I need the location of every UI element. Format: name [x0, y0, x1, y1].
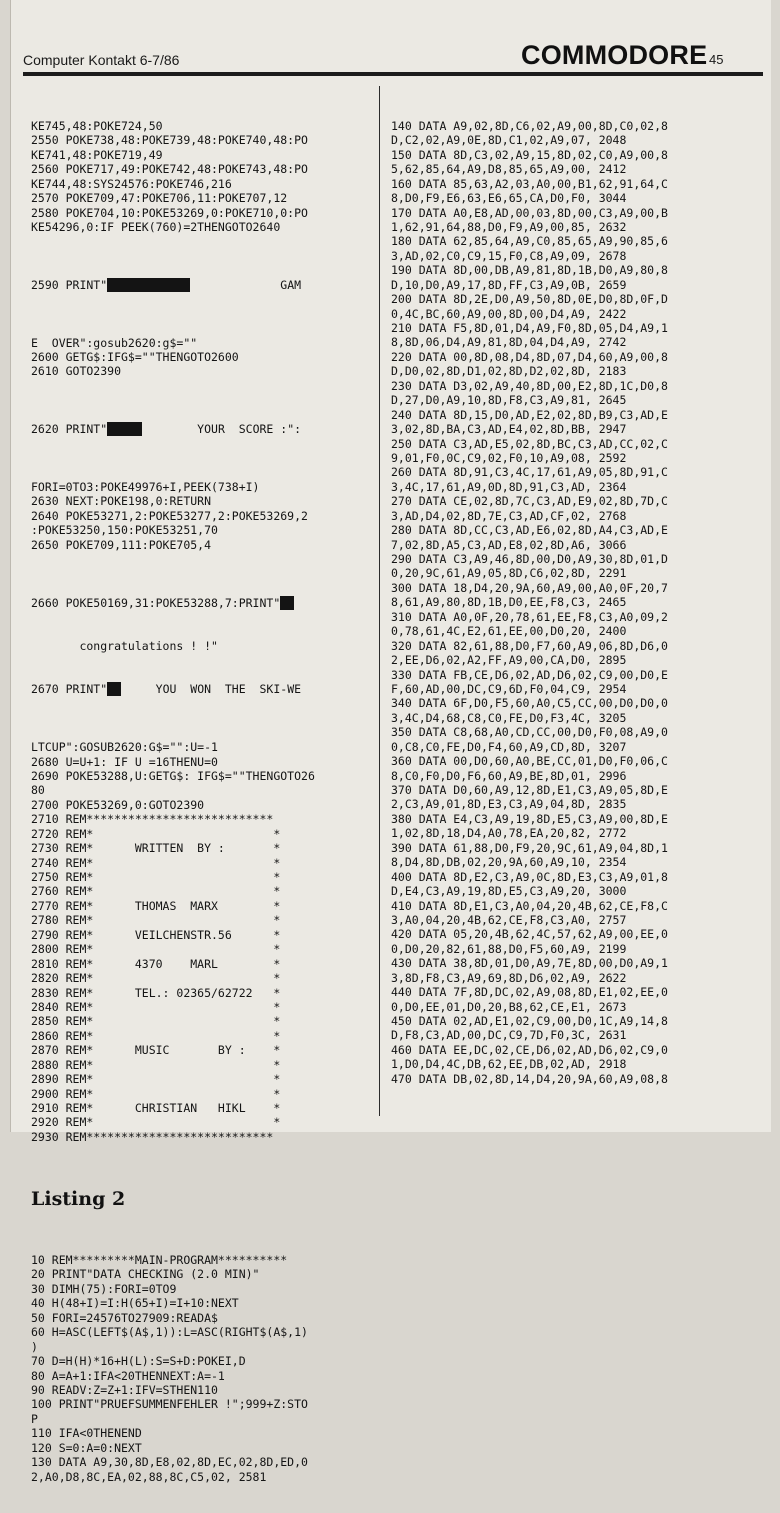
code-line: 40 H(48+I)=I:H(65+I)=I+10:NEXT [31, 1296, 239, 1311]
code-line: 7,02,8D,A5,C3,AD,E8,02,8D,A6, 3066 [391, 537, 627, 552]
code-line: 370 DATA D0,60,A9,12,8D,E1,C3,A9,05,8D,E [391, 783, 668, 798]
code-line: 2800 REM* * [31, 942, 281, 957]
code-line: 8,8D,06,D4,A9,81,8D,04,D4,A9, 2742 [391, 335, 627, 350]
code-line: 2760 REM* * [31, 884, 281, 899]
code-line: 30 DIMH(75):FORI=0TO9 [31, 1281, 177, 1296]
code-line: 80 A=A+1:IFA<20THENNEXT:A=-1 [31, 1368, 225, 1383]
code-line: 140 DATA A9,02,8D,C6,02,A9,00,8D,C0,02,8 [391, 118, 668, 133]
magazine-page [10, 0, 771, 1484]
code-line: 2720 REM* * [31, 826, 281, 841]
code-line: 3,02,8D,BA,C3,AD,E4,02,8D,BB, 2947 [391, 422, 627, 437]
code-line: 440 DATA 7F,8D,DC,02,A9,08,8D,E1,02,EE,0 [391, 985, 668, 1000]
code-line: 20 PRINT"DATA CHECKING (2.0 MIN)" [31, 1267, 260, 1282]
code-line: ) [31, 1339, 38, 1354]
page-header [23, 40, 731, 70]
code-line: 290 DATA C3,A9,46,8D,00,D0,A9,30,8D,01,D [391, 552, 668, 567]
code-line: 230 DATA D3,02,A9,40,8D,00,E2,8D,1C,D0,8 [391, 378, 668, 393]
code-line: D,27,D0,A9,10,8D,F8,C3,A9,81, 2645 [391, 393, 627, 408]
code-line-2590: 2590 PRINT" GAM [31, 277, 302, 292]
code-line: 260 DATA 8D,91,C3,4C,17,61,A9,05,8D,91,C [391, 465, 668, 480]
magazine-issue: Computer Kontakt 6-7/86 [23, 52, 180, 68]
code-line: KE745,48:POKE724,50 [31, 118, 163, 133]
code-line: 3,8D,F8,C3,A9,69,8D,D6,02,A9, 2622 [391, 970, 627, 985]
code-line: 2920 REM* * [31, 1115, 281, 1130]
code-line: 390 DATA 61,88,D0,F9,20,9C,61,A9,04,8D,1 [391, 840, 668, 855]
code-line: 2570 POKE709,47:POKE706,11:POKE707,12 [31, 191, 288, 206]
code-line-congratulations: congratulations ! !" [31, 638, 218, 653]
code-line: 2750 REM* * [31, 870, 281, 884]
code-line: 2890 REM* * [31, 1072, 281, 1087]
code-line: 100 PRINT"PRUEFSUMMENFEHLER !";999+Z:STO [31, 1397, 308, 1412]
code-line: 2,C3,A9,01,8D,E3,C3,A9,04,8D, 2835 [391, 797, 627, 812]
right-code-column [391, 90, 761, 1115]
reverse-video-block [107, 422, 142, 436]
code-line: 70 D=H(H)*16+H(L):S=S+D:POKEI,D [31, 1354, 246, 1369]
code-line: 90 READV:Z=Z+1:IFV=STHEN110 [31, 1382, 218, 1397]
code-line: 2900 REM* * [31, 1086, 281, 1101]
code-line: 2780 REM* * [31, 913, 281, 928]
code-line: D,C2,02,A9,0E,8D,C1,02,A9,07, 2048 [391, 133, 627, 148]
code-line: 320 DATA 82,61,88,D0,F7,60,A9,06,8D,D6,0 [391, 638, 668, 653]
code-line: 190 DATA 8D,00,DB,A9,81,8D,1B,D0,A9,80,8 [391, 263, 668, 278]
code-line: 3,4C,D4,68,C8,C0,FE,D0,F3,4C, 3205 [391, 710, 627, 725]
code-line: D,D0,02,8D,D1,02,8D,D2,02,8D, 2183 [391, 364, 627, 379]
code-line: 2690 POKE53288,U:GETG$: IFG$=""THENGOTO26 [31, 768, 315, 783]
code-line: 220 DATA 00,8D,08,D4,8D,07,D4,60,A9,00,8 [391, 349, 668, 364]
code-line: 450 DATA 02,AD,E1,02,C9,00,D0,1C,A9,14,8 [391, 1014, 668, 1029]
code-line: 400 DATA 8D,E2,C3,A9,0C,8D,E3,C3,A9,01,8 [391, 869, 668, 884]
code-lines-2620-2650 [31, 480, 376, 552]
code-line: 210 DATA F5,8D,01,D4,A9,F0,8D,05,D4,A9,1 [391, 321, 668, 336]
code-line: 0,20,9C,61,A9,05,8D,C6,02,8D, 2291 [391, 566, 627, 581]
code-line: 380 DATA E4,C3,A9,19,8D,E5,C3,A9,00,8D,E [391, 811, 668, 826]
code-line: 2650 POKE709,111:POKE705,4 [31, 537, 212, 552]
code-line: 3,AD,D4,02,8D,7E,C3,AD,CF,02, 2768 [391, 508, 627, 523]
code-line: 2,EE,D6,02,A2,FF,A9,00,CA,D0, 2895 [391, 653, 627, 668]
code-line: 0,D0,20,82,61,88,D0,F5,60,A9, 2199 [391, 941, 627, 956]
code-line: D,E4,C3,A9,19,8D,E5,C3,A9,20, 3000 [391, 884, 627, 899]
code-line: 3,AD,02,C0,C9,15,F0,C8,A9,09, 2678 [391, 248, 627, 263]
code-line: 240 DATA 8D,15,D0,AD,E2,02,8D,B9,C3,AD,E [391, 407, 668, 422]
code-line: 2790 REM* VEILCHENSTR.56 * [31, 927, 281, 942]
code-line: 420 DATA 05,20,4B,62,4C,57,62,A9,00,EE,0 [391, 927, 668, 942]
code-line: 50 FORI=24576TO27909:READA$ [31, 1310, 218, 1325]
code-line: 110 IFA<0THENEND [31, 1426, 142, 1441]
code-lines-2550-2580 [31, 119, 376, 235]
reverse-video-block [280, 596, 294, 610]
code-line: 350 DATA C8,68,A0,CD,CC,00,D0,F0,08,A9,0 [391, 725, 668, 740]
code-line: 8,D4,8D,DB,02,20,9A,60,A9,10, 2354 [391, 855, 627, 870]
code-line: LTCUP":GOSUB2620:G$="":U=-1 [31, 740, 218, 755]
code-line: 2640 POKE53271,2:POKE53277,2:POKE53269,2 [31, 508, 308, 523]
code-line-2660: 2660 POKE50169,31:POKE53288,7:PRINT" [31, 596, 376, 610]
code-line: 2600 GETG$:IFG$=""THENGOTO2600 [31, 350, 239, 364]
code-line: F,60,AD,00,DC,C9,6D,F0,04,C9, 2954 [391, 681, 627, 696]
code-line: 5,62,85,64,A9,D8,85,65,A9,00, 2412 [391, 162, 627, 177]
code-line: 8,C0,F0,D0,F6,60,A9,BE,8D,01, 2996 [391, 768, 627, 783]
reverse-video-block [107, 682, 121, 696]
left-code-column [31, 90, 376, 1513]
code-line: 130 DATA A9,30,8D,E8,02,8D,EC,02,8D,ED,0 [31, 1455, 308, 1470]
code-line: 2930 REM*************************** [31, 1129, 274, 1144]
code-line: 2710 REM*************************** [31, 812, 274, 827]
code-line: 80 [31, 783, 45, 798]
code-line: 310 DATA A0,0F,20,78,61,EE,F8,C3,A0,09,2 [391, 609, 668, 624]
code-line: D,10,D0,A9,17,8D,FF,C3,A9,0B, 2659 [391, 277, 627, 292]
reverse-video-block [107, 278, 190, 292]
code-line: 2880 REM* * [31, 1057, 281, 1072]
code-line: 0,D0,EE,01,D0,20,B8,62,CE,E1, 2673 [391, 999, 627, 1014]
code-line: D,F8,C3,AD,00,DC,C9,7D,F0,3C, 2631 [391, 1028, 627, 1043]
code-line: 2870 REM* MUSIC BY : * [31, 1043, 281, 1058]
code-line: 1,D0,D4,4C,DB,62,EE,DB,02,AD, 2918 [391, 1057, 627, 1072]
code-line: 2850 REM* * [31, 1014, 281, 1029]
code-lines-listing-2 [31, 1253, 376, 1484]
code-line: 340 DATA 6F,D0,F5,60,A0,C5,CC,00,D0,D0,0 [391, 696, 668, 711]
code-line-2620: 2620 PRINT" YOUR SCORE :": [31, 422, 302, 437]
code-line: 2560 POKE717,49:POKE742,48:POKE743,48:PO [31, 162, 308, 177]
code-line: E OVER":gosub2620:g$="" [31, 335, 198, 350]
code-line: 2740 REM* * [31, 855, 281, 870]
code-line: 2830 REM* TEL.: 02365/62722 * [31, 985, 281, 1000]
data-lines-140-470 [391, 119, 761, 1086]
code-line: 2700 POKE53269,0:GOTO2390 [31, 797, 205, 812]
code-line: 2610 GOTO2390 [31, 364, 122, 379]
code-line: 10 REM*********MAIN-PROGRAM********** [31, 1253, 288, 1268]
code-line: 2820 REM* * [31, 971, 281, 986]
listing-2-heading: Listing 2 [31, 1187, 126, 1210]
code-line: 150 DATA 8D,C3,02,A9,15,8D,02,C0,A9,00,8 [391, 147, 668, 162]
code-line: 270 DATA CE,02,8D,7C,C3,AD,E9,02,8D,7D,C [391, 494, 668, 509]
code-line: 2630 NEXT:POKE198,0:RETURN [31, 494, 212, 509]
code-line: 460 DATA EE,DC,02,CE,D6,02,AD,D6,02,C9,0 [391, 1042, 668, 1057]
header-rule [23, 72, 763, 76]
code-line: 0,C8,C0,FE,D0,F4,60,A9,CD,8D, 3207 [391, 739, 627, 754]
code-line: P [31, 1411, 38, 1426]
page-number: 45 [709, 52, 724, 67]
code-line: 170 DATA A0,E8,AD,00,03,8D,00,C3,A9,00,B [391, 205, 668, 220]
code-line: :POKE53250,150:POKE53251,70 [31, 523, 218, 538]
code-line: 2580 POKE704,10:POKE53269,0:POKE710,0:PO [31, 205, 308, 220]
code-line: 410 DATA 8D,E1,C3,A0,04,20,4B,62,CE,F8,C [391, 898, 668, 913]
code-line: 120 S=0:A=0:NEXT [31, 1440, 142, 1455]
code-line: 2810 REM* 4370 MARL * [31, 956, 281, 971]
code-line: 180 DATA 62,85,64,A9,C0,85,65,A9,90,85,6 [391, 234, 668, 249]
code-line: 430 DATA 38,8D,01,D0,A9,7E,8D,00,D0,A9,1 [391, 956, 668, 971]
code-line: 2550 POKE738,48:POKE739,48:POKE740,48:PO [31, 133, 308, 148]
code-line: 2680 U=U+1: IF U =16THENU=0 [31, 754, 218, 769]
code-line-2670: 2670 PRINT" YOU WON THE SKI-WE [31, 682, 302, 697]
code-line: 2770 REM* THOMAS MARX * [31, 898, 281, 913]
code-line: 2730 REM* WRITTEN BY : * [31, 841, 281, 856]
code-line: KE741,48:POKE719,49 [31, 147, 163, 162]
code-line: 9,01,F0,0C,C9,02,F0,10,A9,08, 2592 [391, 450, 627, 465]
code-line: 60 H=ASC(LEFT$(A$,1)):L=ASC(RIGHT$(A$,1) [31, 1325, 308, 1340]
section-title: COMMODORE [521, 40, 708, 70]
code-line: 1,62,91,64,88,D0,F9,A9,00,85, 2632 [391, 219, 627, 234]
code-line: 8,D0,F9,E6,63,E6,65,CA,D0,F0, 3044 [391, 191, 627, 206]
code-lines-2590-2610 [31, 336, 376, 379]
code-line: 0,78,61,4C,E2,61,EE,00,D0,20, 2400 [391, 624, 627, 639]
code-line: 2910 REM* CHRISTIAN HIKL * [31, 1101, 281, 1115]
code-line: 160 DATA 85,63,A2,03,A0,00,B1,62,91,64,C [391, 176, 668, 191]
code-line: 280 DATA 8D,CC,C3,AD,E6,02,8D,A4,C3,AD,E [391, 523, 668, 538]
code-line: 250 DATA C3,AD,E5,02,8D,BC,C3,AD,CC,02,C [391, 436, 668, 451]
code-line: 0,4C,BC,60,A9,00,8D,00,D4,A9, 2422 [391, 306, 627, 321]
code-line: 470 DATA DB,02,8D,14,D4,20,9A,60,A9,08,8 [391, 1071, 668, 1086]
code-line: 200 DATA 8D,2E,D0,A9,50,8D,0E,D0,8D,0F,D [391, 292, 668, 307]
code-line: 8,61,A9,80,8D,1B,D0,EE,F8,C3, 2465 [391, 595, 627, 610]
code-line: 3,4C,17,61,A9,0D,8D,91,C3,AD, 2364 [391, 479, 627, 494]
code-line: KE54296,0:IF PEEK(760)=2THENGOTO2640 [31, 219, 281, 234]
code-line: 2860 REM* * [31, 1028, 281, 1043]
code-line: 2840 REM* * [31, 999, 281, 1014]
code-line: 2,A0,D8,8C,EA,02,88,8C,C5,02, 2581 [31, 1469, 267, 1484]
code-line: FORI=0TO3:POKE49976+I,PEEK(738+I) [31, 480, 260, 495]
code-line: 300 DATA 18,D4,20,9A,60,A9,00,A0,0F,20,7 [391, 580, 668, 595]
column-divider [379, 86, 380, 1116]
code-line: 3,A0,04,20,4B,62,CE,F8,C3,A0, 2757 [391, 912, 627, 927]
code-line: KE744,48:SYS24576:POKE746,216 [31, 176, 232, 191]
code-line: 1,02,8D,18,D4,A0,78,EA,20,82, 2772 [391, 826, 627, 841]
code-line: 330 DATA FB,CE,D6,02,AD,D6,02,C9,00,D0,E [391, 667, 668, 682]
code-line: 360 DATA 00,D0,60,A0,BE,CC,01,D0,F0,06,C [391, 754, 668, 769]
code-lines-2670-2930 [31, 740, 376, 1144]
